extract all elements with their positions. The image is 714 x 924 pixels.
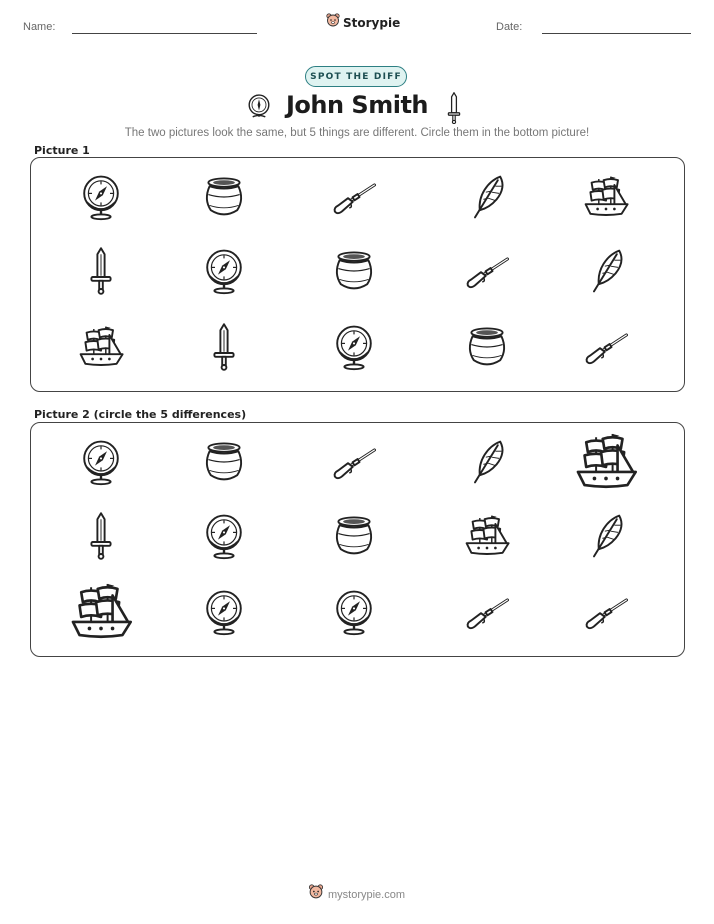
ship-icon[interactable]	[573, 429, 639, 495]
ship-icon	[68, 314, 134, 380]
pot-icon[interactable]	[321, 503, 387, 569]
brand	[326, 13, 400, 33]
compass-icon	[321, 314, 387, 380]
musket-icon[interactable]	[454, 579, 520, 645]
footer	[308, 884, 405, 905]
musket-icon	[573, 314, 639, 380]
picture1-label: Picture 1	[34, 144, 90, 157]
sword-icon[interactable]	[68, 503, 134, 569]
sword-icon	[444, 92, 464, 129]
page-title: John Smith	[285, 91, 429, 119]
compass-icon	[68, 164, 134, 230]
compass-icon	[245, 93, 273, 126]
instructions: The two pictures look the same, but 5 things are different. Circle them in the bottom picture!	[124, 127, 590, 139]
compass-icon	[191, 238, 257, 304]
picture2-label: Picture 2 (circle the 5 differences)	[34, 408, 247, 421]
compass-icon[interactable]	[68, 429, 134, 495]
brand-name: Storypie	[343, 16, 401, 30]
bear-mascot-icon	[326, 13, 340, 33]
pot-icon	[191, 164, 257, 230]
ship-icon[interactable]	[68, 579, 134, 645]
pot-icon	[321, 238, 387, 304]
feather-icon	[454, 164, 520, 230]
compass-icon[interactable]	[321, 579, 387, 645]
bear-mascot-icon	[308, 884, 324, 905]
musket-icon[interactable]	[573, 579, 639, 645]
pot-icon	[454, 314, 520, 380]
activity-badge: SPOT THE DIFF	[305, 66, 407, 87]
musket-icon	[454, 238, 520, 304]
compass-icon[interactable]	[191, 503, 257, 569]
feather-icon[interactable]	[454, 429, 520, 495]
sword-icon	[191, 314, 257, 380]
pot-icon[interactable]	[191, 429, 257, 495]
feather-icon	[573, 238, 639, 304]
date-label: Date:	[496, 21, 523, 33]
musket-icon[interactable]	[321, 429, 387, 495]
ship-icon	[573, 164, 639, 230]
date-field[interactable]	[542, 33, 691, 34]
musket-icon	[321, 164, 387, 230]
compass-icon[interactable]	[191, 579, 257, 645]
feather-icon[interactable]	[573, 503, 639, 569]
footer-url: mystorypie.com	[328, 888, 406, 901]
ship-icon[interactable]	[454, 503, 520, 569]
name-field[interactable]	[72, 33, 257, 34]
sword-icon	[68, 238, 134, 304]
name-label: Name:	[23, 21, 56, 33]
